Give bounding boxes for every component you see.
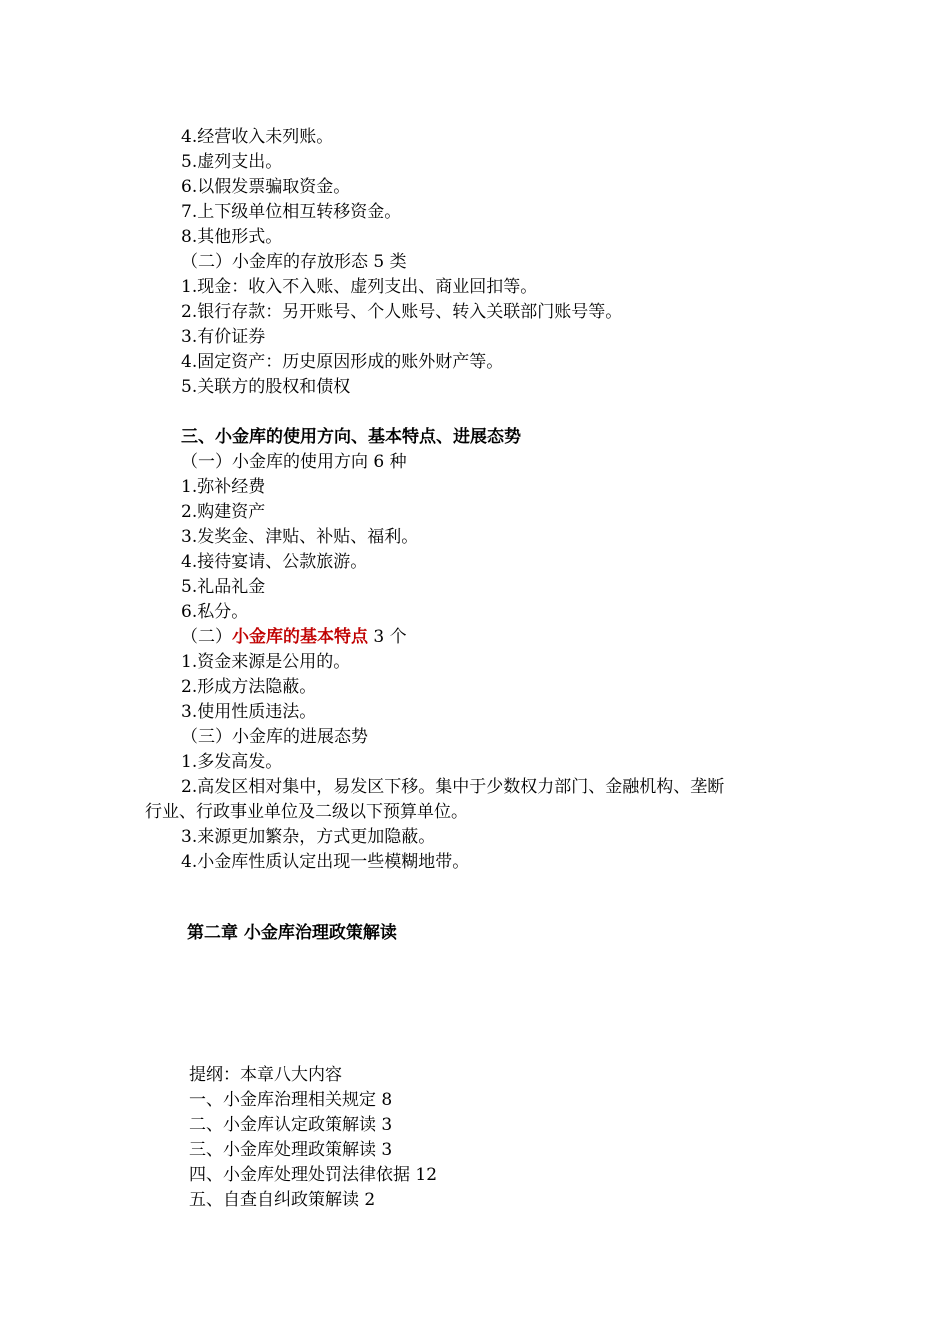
chapter-title: 第二章 小金库治理政策解读 <box>187 923 397 943</box>
section-title: 三、小金库的使用方向、基本特点、进展态势 <box>181 427 521 447</box>
list-item: 3.有价证券 <box>181 327 266 347</box>
list-item: 6.私分。 <box>181 602 249 622</box>
list-item: 2.高发区相对集中，易发区下移。集中于少数权力部门、金融机构、垄断 <box>181 777 725 797</box>
list-item: 4.接待宴请、公款旅游。 <box>181 552 368 572</box>
trend-heading: （三）小金库的进展态势 <box>181 727 368 747</box>
list-item: 1.现金：收入不入账、虚列支出、商业回扣等。 <box>181 277 538 297</box>
list-item: 5.礼品礼金 <box>181 577 266 597</box>
list-item: 2.形成方法隐蔽。 <box>181 677 317 697</box>
list-item: 1.弥补经费 <box>181 477 266 497</box>
outline-item: 二、小金库认定政策解读 3 <box>189 1115 393 1135</box>
list-item: 4.经营收入未列账。 <box>181 127 334 147</box>
list-item: 5.关联方的股权和债权 <box>181 377 351 397</box>
list-item: 3.发奖金、津贴、补贴、福利。 <box>181 527 419 547</box>
list-item-continuation: 行业、行政事业单位及二级以下预算单位。 <box>145 802 468 822</box>
features-highlight: 小金库的基本特点 <box>232 627 368 647</box>
features-prefix: （二） <box>181 627 232 647</box>
outline-item: 五、自查自纠政策解读 2 <box>189 1190 376 1210</box>
usage-heading: （一）小金库的使用方向 6 种 <box>181 452 407 472</box>
outline-item: 一、小金库治理相关规定 8 <box>189 1090 393 1110</box>
features-suffix: 3 个 <box>368 627 407 647</box>
list-item: 7.上下级单位相互转移资金。 <box>181 202 402 222</box>
list-item: 1.多发高发。 <box>181 752 283 772</box>
list-item: 4.固定资产：历史原因形成的账外财产等。 <box>181 352 504 372</box>
list-item: 5.虚列支出。 <box>181 152 283 172</box>
outline-item: 三、小金库处理政策解读 3 <box>189 1140 393 1160</box>
list-item: 2.购建资产 <box>181 502 266 522</box>
list-item: 2.银行存款：另开账号、个人账号、转入关联部门账号等。 <box>181 302 623 322</box>
list-item: 3.使用性质违法。 <box>181 702 317 722</box>
list-item: 4.小金库性质认定出现一些模糊地带。 <box>181 852 470 872</box>
list-item: 6.以假发票骗取资金。 <box>181 177 351 197</box>
list-item: 1.资金来源是公用的。 <box>181 652 351 672</box>
outline-item: 四、小金库处理处罚法律依据 12 <box>189 1165 438 1185</box>
list-item: 8.其他形式。 <box>181 227 283 247</box>
features-heading <box>181 625 407 650</box>
list-item: 3.来源更加繁杂，方式更加隐蔽。 <box>181 827 436 847</box>
storage-heading: （二）小金库的存放形态 5 类 <box>181 252 407 272</box>
outline-heading: 提纲：本章八大内容 <box>189 1065 342 1085</box>
